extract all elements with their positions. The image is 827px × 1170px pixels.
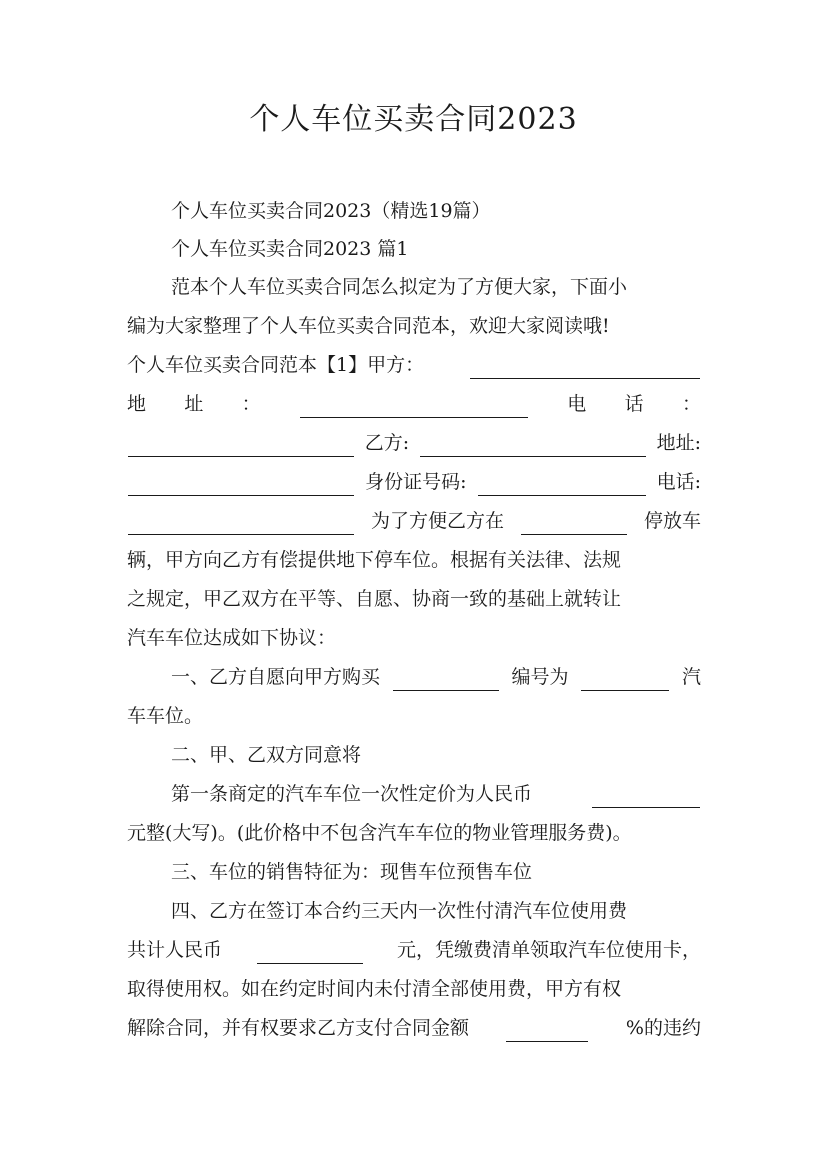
paragraph-line: 之规定，甲乙双方在平等、自愿、协商一致的基础上就转让	[127, 588, 622, 610]
purpose-text: 为了方便乙方在	[370, 510, 504, 532]
paragraph-line: 辆，甲方向乙方有偿提供地下停车位。根据有关法律、法规	[127, 549, 622, 571]
phone-char: 话	[624, 393, 644, 415]
purchase-blank	[393, 664, 499, 691]
party-a-blank	[470, 352, 700, 379]
paragraph-line: 编为大家整理了个人车位买卖合同范本，欢迎大家阅读哦!	[127, 315, 610, 337]
address-char: ：	[241, 393, 261, 415]
paragraph-line: 车车位。	[127, 705, 204, 727]
price-text: 第一条商定的汽车车位一次性定价为人民币	[171, 783, 533, 805]
address-phone-line	[127, 385, 701, 423]
purpose-line	[127, 502, 701, 540]
payment-line	[127, 931, 701, 969]
article-1-text: 编号为	[511, 666, 569, 688]
phone-blank	[128, 430, 354, 457]
party-a-line	[127, 346, 701, 384]
party-a-label: 个人车位买卖合同范本【1】甲方：	[127, 354, 425, 376]
payment-text: 元，凭缴费清单领取汽车位使用卡，	[396, 939, 701, 961]
document-title: 个人车位买卖合同2023	[249, 102, 578, 137]
address-blank	[300, 391, 528, 418]
address-char: 地	[127, 393, 147, 415]
address-b-blank	[128, 469, 354, 496]
id-line	[127, 463, 701, 501]
id-blank	[478, 469, 646, 496]
article-1-line	[171, 658, 701, 696]
address-label: 地址:	[656, 432, 701, 454]
penalty-text: 解除合同，并有权要求乙方支付合同金额	[127, 1017, 470, 1039]
article-1-text: 汽	[681, 666, 701, 688]
party-b-label: 乙方:	[364, 432, 410, 454]
article-2-heading: 二、甲、乙双方同意将	[171, 744, 362, 766]
party-b-blank	[420, 430, 646, 457]
paragraph-line: 取得使用权。如在约定时间内未付清全部使用费，甲方有权	[127, 978, 622, 1000]
amount-blank	[257, 937, 363, 964]
number-blank	[581, 664, 669, 691]
paragraph-line: 汽车车位达成如下协议：	[127, 627, 337, 649]
penalty-text: %的违约	[625, 1017, 701, 1039]
price-blank	[592, 781, 700, 808]
purpose-text: 停放车	[643, 510, 701, 532]
penalty-line	[127, 1009, 701, 1047]
location-blank	[521, 508, 627, 535]
price-line	[171, 775, 701, 813]
paragraph-line: 四、乙方在签订本合约三天内一次性付清汽车位使用费	[171, 900, 628, 922]
paragraph-line: 元整(大写)。(此价格中不包含汽车车位的物业管理服务费)。	[127, 822, 632, 844]
phone-label: 电话:	[656, 471, 701, 493]
payment-text: 共计人民币	[127, 939, 223, 961]
address-char: 址	[184, 393, 204, 415]
id-label: 身份证号码:	[365, 471, 467, 493]
phone-b-blank	[128, 508, 354, 535]
paragraph-line: 范本个人车位买卖合同怎么拟定为了方便大家，下面小	[171, 276, 628, 298]
phone-char: ：	[681, 393, 701, 415]
phone-char: 电	[567, 393, 587, 415]
percent-blank	[506, 1015, 588, 1042]
article-3-line: 三、车位的销售特征为：现售车位预售车位	[171, 861, 533, 883]
article-1-text: 一、乙方自愿向甲方购买	[171, 666, 381, 688]
section-heading: 个人车位买卖合同2023 篇1	[171, 238, 409, 260]
document-subtitle: 个人车位买卖合同2023（精选19篇）	[171, 200, 491, 222]
party-b-line	[127, 424, 701, 462]
